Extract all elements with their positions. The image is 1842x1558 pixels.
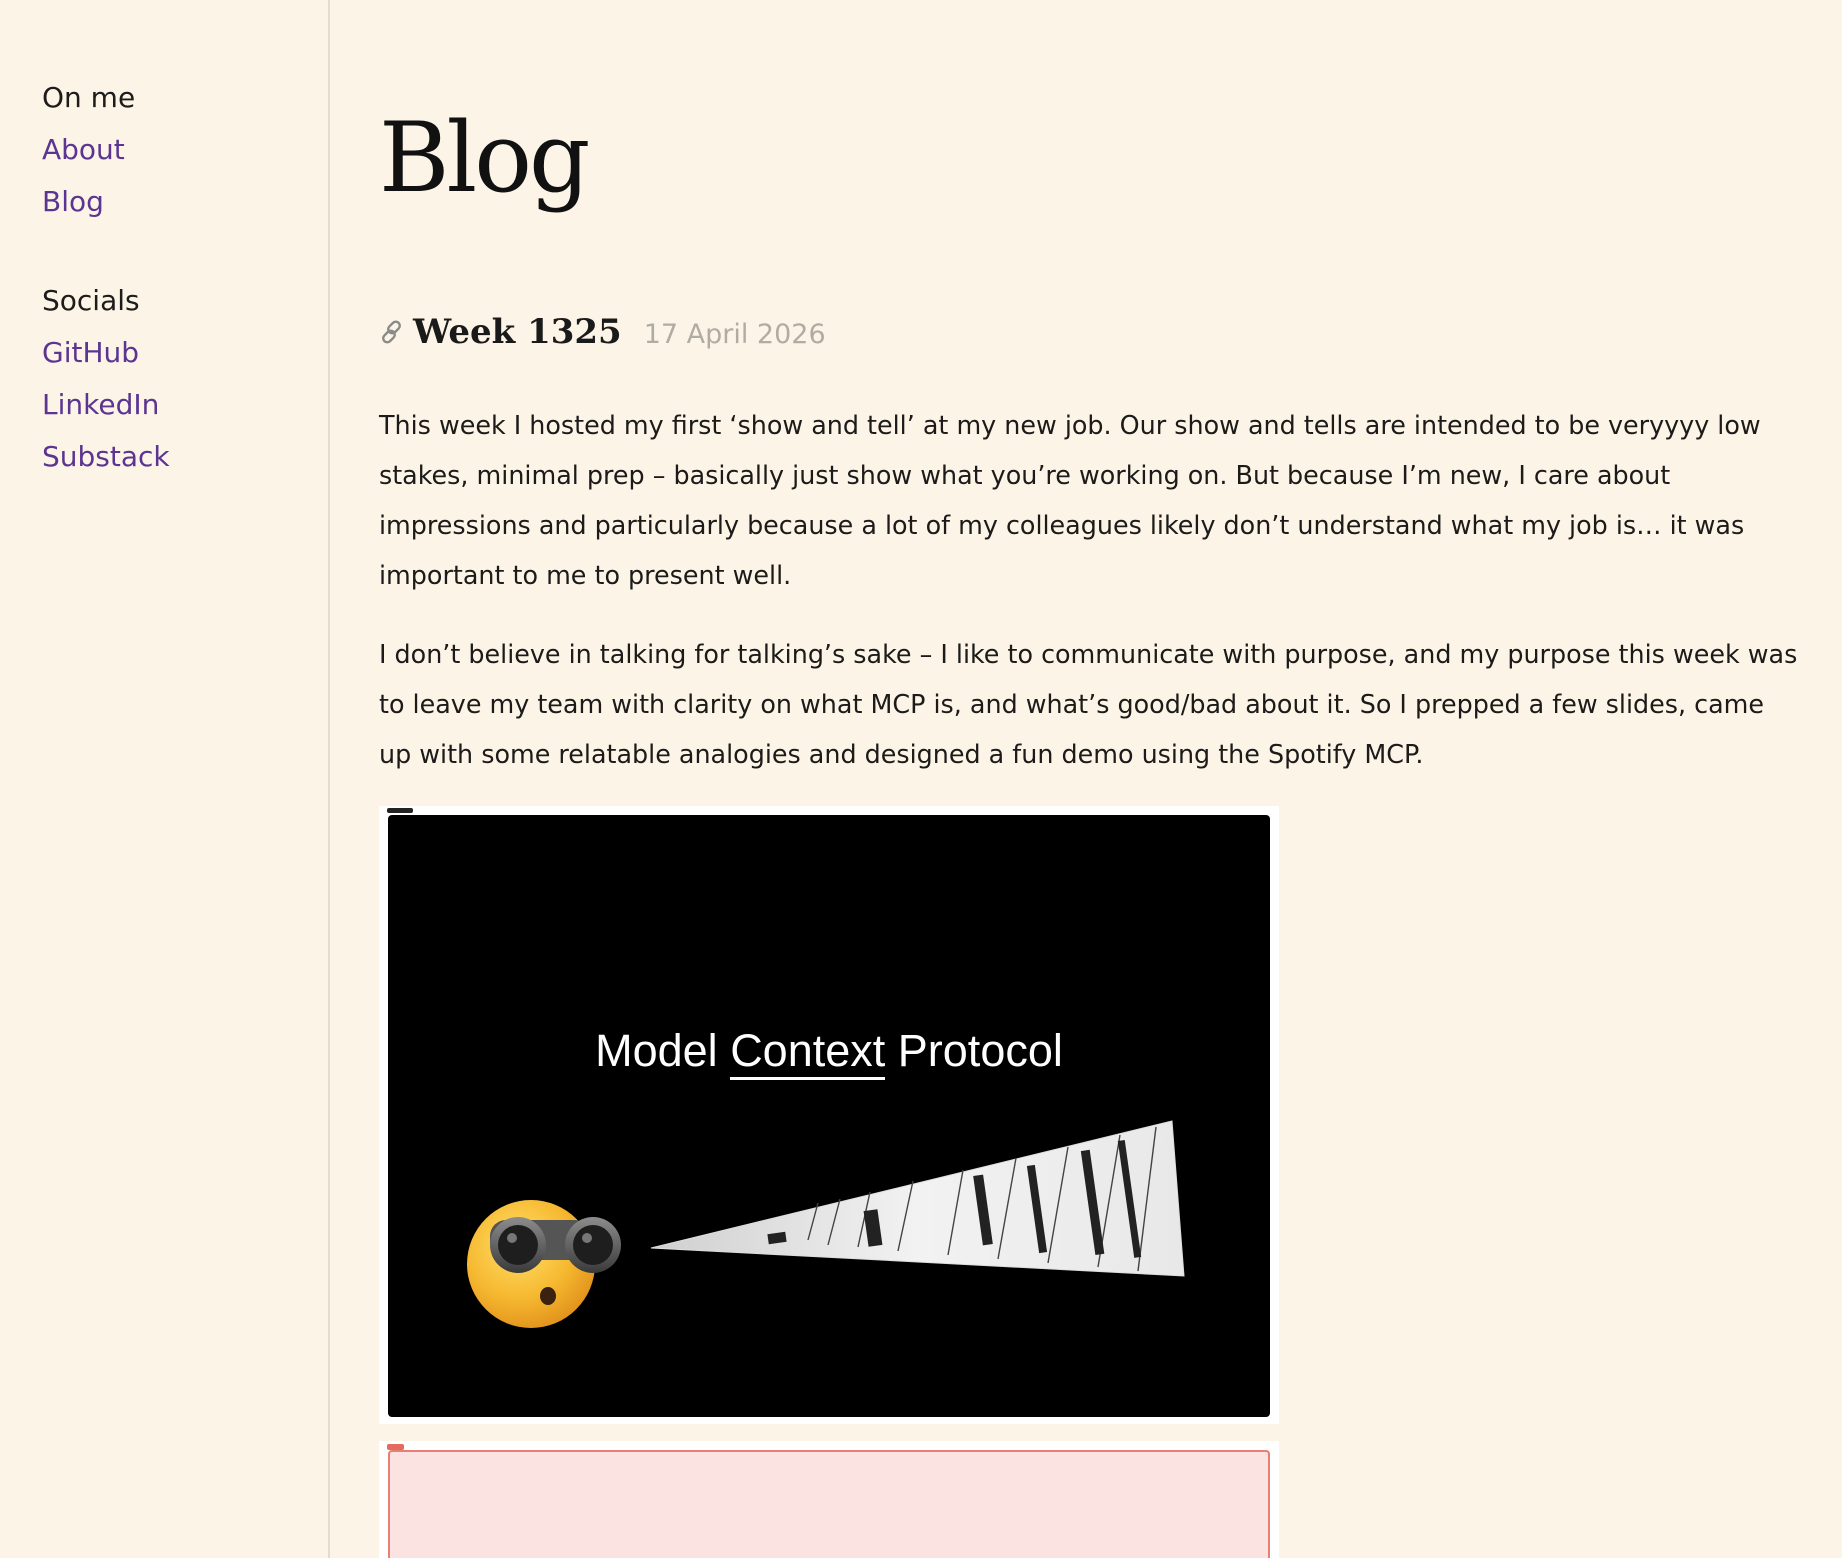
slide-canvas-2 [388,1450,1270,1558]
nav-link-github[interactable]: GitHub [42,336,140,369]
slide-heading-before: Model [595,1025,731,1076]
nav-link-about[interactable]: About [42,133,125,166]
slide-illustration [388,815,1270,1417]
post-date: 17 April 2026 [643,319,826,350]
slide-heading-after: Protocol [885,1025,1063,1076]
post-paragraph-1: This week I hosted my first ‘show and tell’ at my new job. Our show and tells are intended to be veryyyy low stakes, minimal prep – basically just show what you’re working on. But because I’m new, I care about impressions and particularly because a lot of my colleagues likely don’t understand what my job is… it was important to me to present well. [379,410,1761,590]
nav-heading-socials: Socials [42,284,140,317]
page-title: Blog [379,102,588,214]
slide-tag [387,808,413,813]
slide-heading-underlined: Context [730,1025,885,1080]
nav-group-on-me [42,72,135,228]
nav-link-substack[interactable]: Substack [42,440,170,473]
binoculars-emoji-icon [467,1200,621,1328]
slide-image-mcp [379,806,1279,1424]
link-icon[interactable] [379,318,407,346]
sidebar [0,0,330,1558]
nav-link-linkedin[interactable]: LinkedIn [42,388,160,421]
nav-heading-on-me: On me [42,81,136,114]
newspaper-cone-illustration [651,1121,1184,1276]
post-paragraph-2: I don’t believe in talking for talking’s sake – I like to communicate with purpose, and my purpose this week was to leave my team with clarity on what MCP is, and what’s good/bad about it. So I prepped a few slides, came up with some relatable analogies and designed a fun demo using the Spotify MCP. [379,639,1798,769]
nav-group-socials [42,275,170,483]
nav-link-blog[interactable]: Blog [42,185,104,218]
post-title[interactable]: Week 1325 [413,312,622,352]
post-header [379,312,826,352]
slide-image-2 [379,1441,1279,1558]
slide-canvas [388,815,1270,1417]
